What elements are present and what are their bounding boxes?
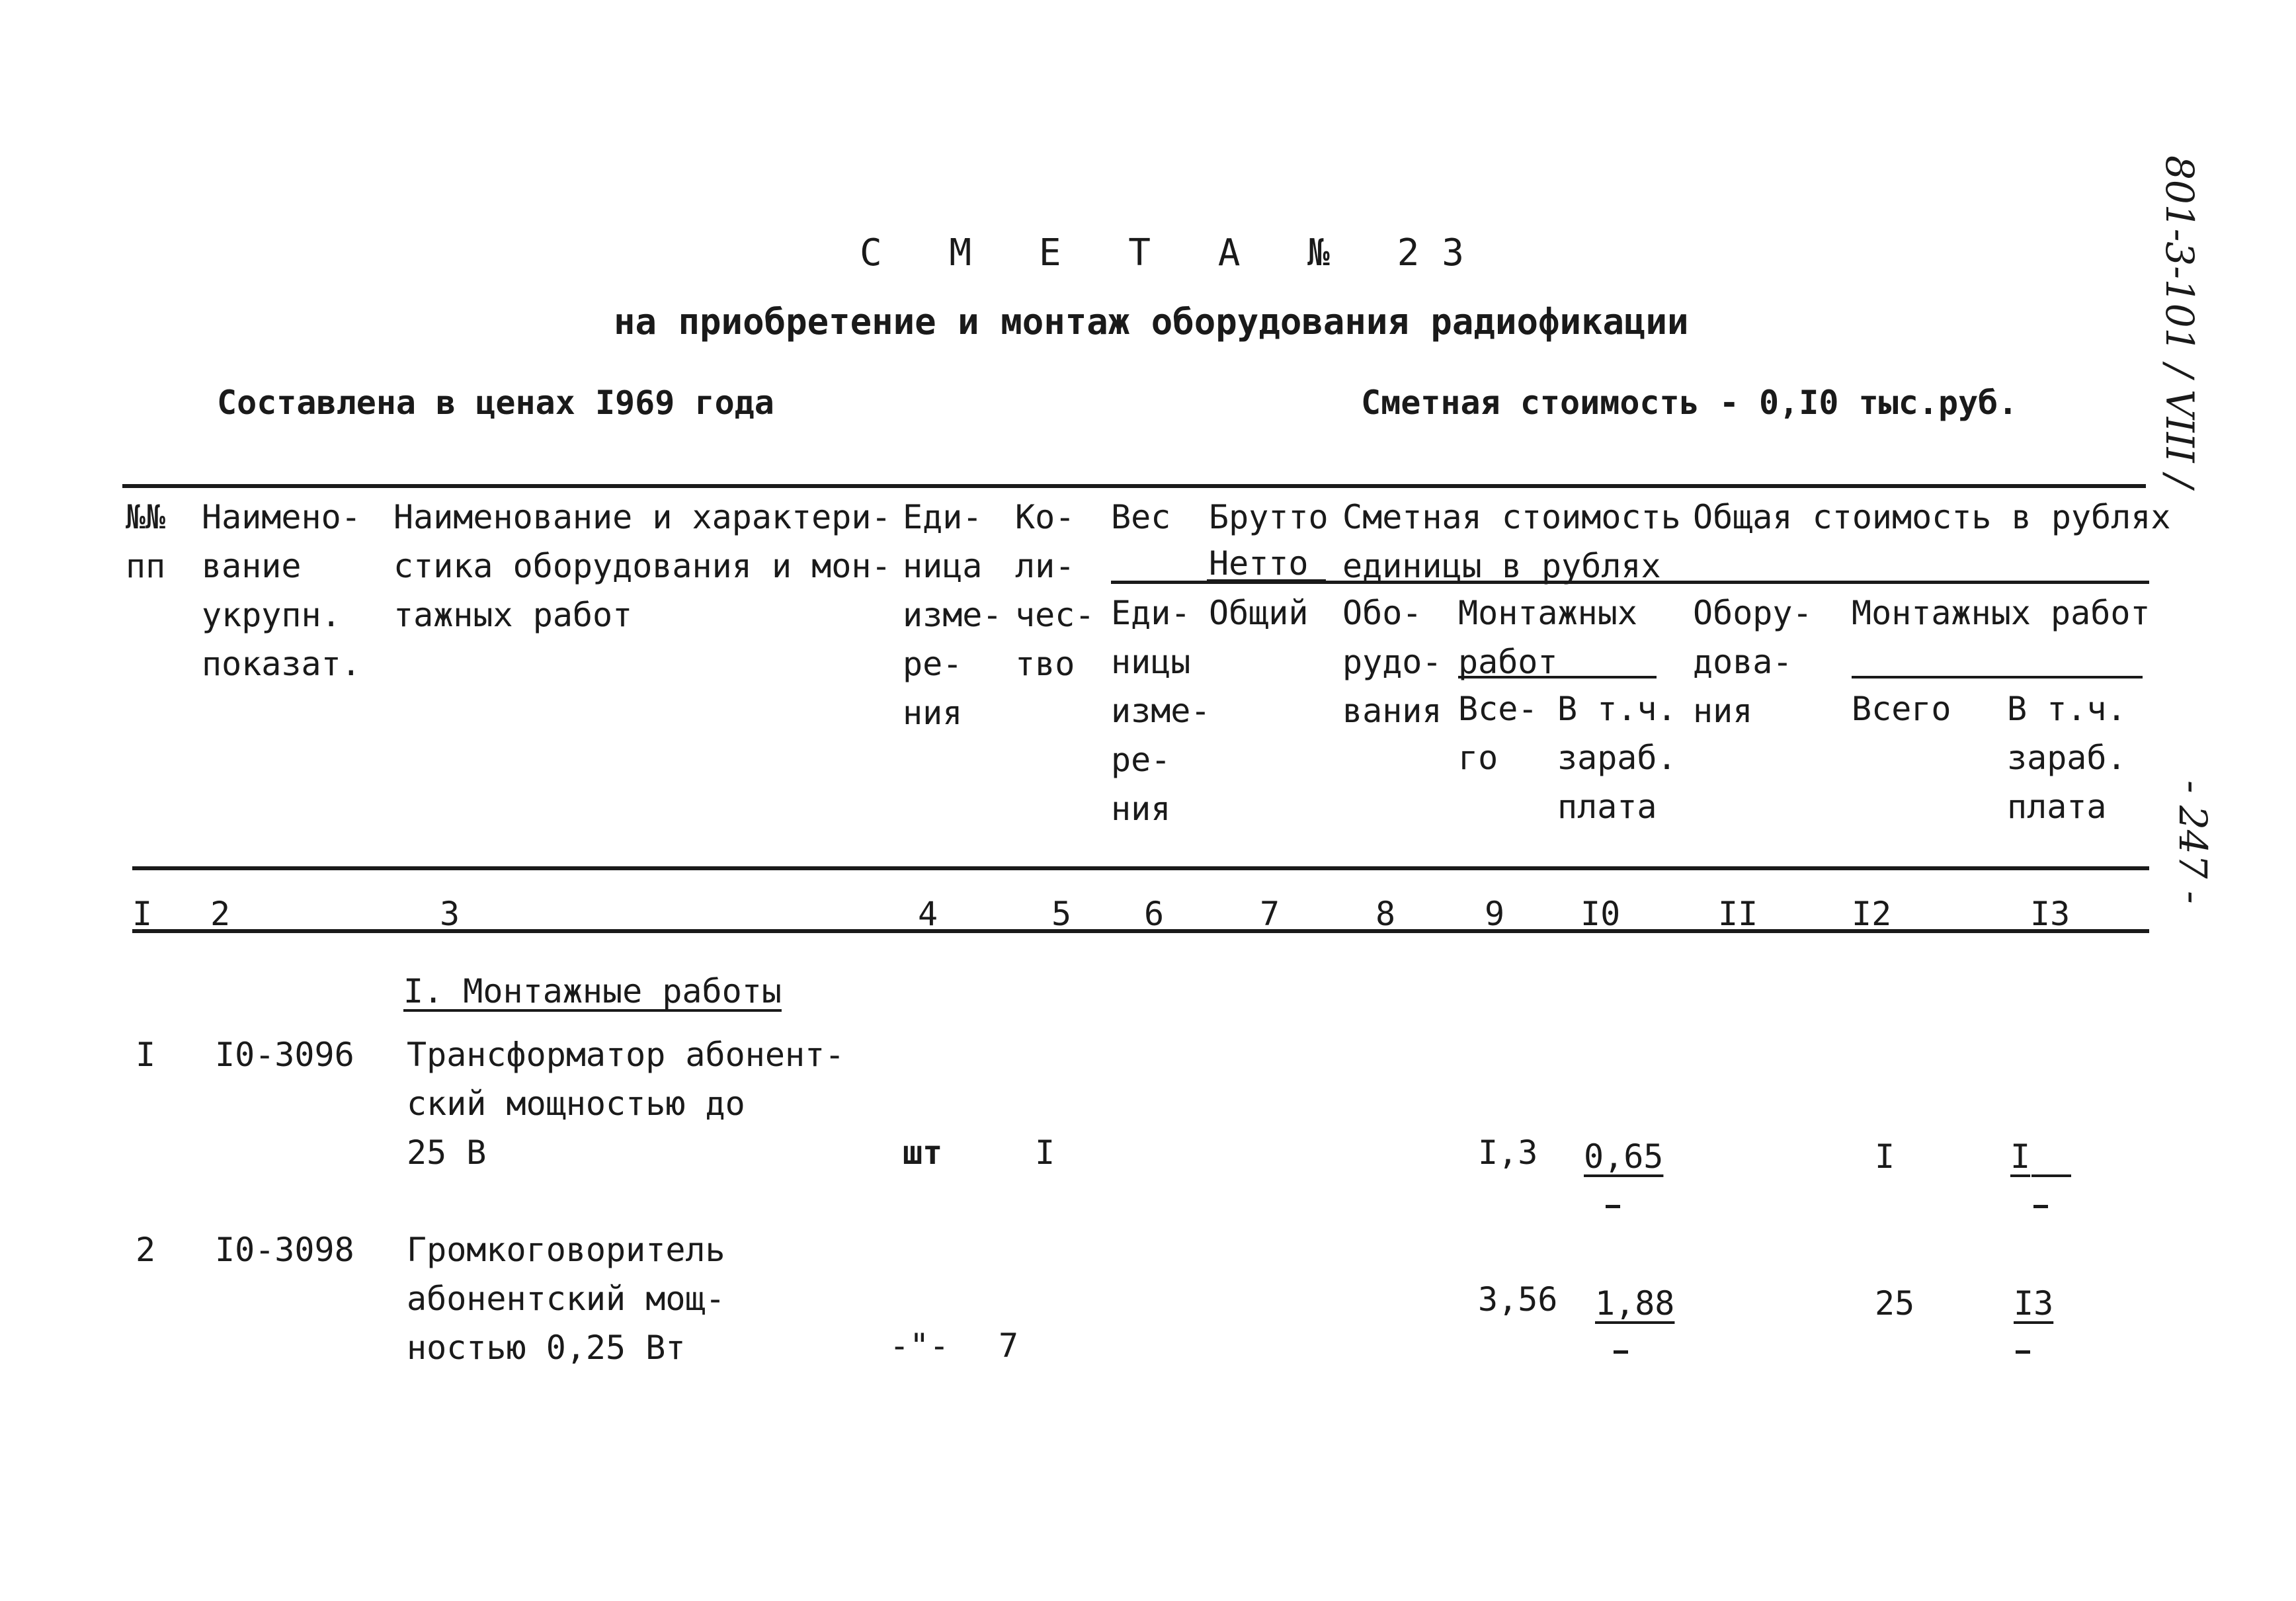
column-number: 6	[1144, 895, 1165, 933]
column-number: 3	[440, 895, 460, 933]
row-1-total-wage-rule	[2031, 1174, 2071, 1177]
header-mount-unit: Монтажных работ	[1458, 594, 1637, 681]
prices-note: Составлена в ценах I969 года	[217, 384, 774, 422]
column-number: 2	[210, 895, 231, 933]
row-2-qty: 7	[999, 1327, 1019, 1365]
row-2-unit-wage-dash	[1614, 1350, 1628, 1354]
header-weight: Вес	[1111, 498, 1171, 536]
header-brutto: Брутто	[1209, 498, 1329, 536]
side-page-number: - 247 -	[2170, 780, 2215, 904]
document-subtitle: на приобретение и монтаж оборудования радиофикации	[614, 301, 1689, 343]
column-number: I	[132, 895, 153, 933]
row-1-unit-total: I,3	[1478, 1133, 1538, 1172]
header-col-12: Всего	[1852, 690, 1951, 728]
header-col-1: №№ пп	[126, 498, 166, 585]
header-unit-cost: Сметная стоимость единицы в рублях	[1342, 498, 1681, 585]
row-2-total-wage-dash	[2016, 1350, 2030, 1354]
row-1-qty: I	[1035, 1133, 1055, 1172]
row-1-name: Трансформатор абонент- ский мощностью до 25 В	[407, 1036, 845, 1172]
column-number: 5	[1051, 895, 1072, 933]
header-bottom-rule	[132, 866, 2149, 870]
column-number: 8	[1375, 895, 1396, 933]
row-1-code: I0-3096	[215, 1036, 354, 1074]
column-number: 4	[918, 895, 938, 933]
header-col-10: В т.ч. зараб. плата	[1557, 690, 1677, 826]
mount-total-rule	[1852, 676, 2143, 678]
header-mount-total: Монтажных работ	[1852, 594, 2151, 632]
row-2-code: I0-3098	[215, 1231, 354, 1269]
row-1-total-mount: I	[1875, 1137, 1895, 1176]
section-title	[403, 967, 782, 1016]
header-col-7: Общий	[1209, 594, 1309, 632]
column-number: II	[1718, 895, 1758, 933]
row-2-total-mount: 25	[1875, 1284, 1915, 1323]
header-col-11: Обору- дова- ния	[1693, 594, 1813, 730]
header-col-8: Обо- рудо- вания	[1342, 594, 1442, 730]
column-number: 9	[1485, 895, 1505, 933]
estimate-cost: Сметная стоимость - 0,I0 тыс.руб.	[1361, 384, 2018, 422]
row-2-unit: -"-	[889, 1327, 950, 1365]
header-col-6: Еди- ницы изме- ре- ния	[1111, 594, 1211, 828]
column-number: 7	[1260, 895, 1280, 933]
side-document-code: 801-3-101 / VIII /	[2157, 155, 2202, 488]
row-1-total-wage: I	[2010, 1137, 2031, 1176]
row-1-unit-wage-dash	[1606, 1205, 1620, 1208]
header-col-5: Ко- ли- чес- тво	[1015, 498, 1095, 683]
row-2-num: 2	[136, 1231, 156, 1269]
row-2-unit-total: 3,56	[1478, 1280, 1558, 1319]
table-top-rule	[122, 484, 2146, 488]
section-title-text: I. Монтажные работы	[403, 972, 782, 1010]
header-col-13: В т.ч. зараб. плата	[2007, 690, 2127, 826]
row-2-name: Громкоговоритель абонентский мощ- ностью 0,25 Вт	[407, 1231, 725, 1367]
row-2-unit-wage: 1,88	[1595, 1284, 1675, 1323]
document-title: С М Е Т А № 23	[860, 231, 1487, 274]
column-number-rule	[132, 929, 2149, 933]
row-1-unit: шт	[903, 1133, 943, 1172]
column-number: I3	[2030, 895, 2070, 933]
header-col-2: Наимено- вание укрупн. показат.	[202, 498, 361, 683]
row-1-total-wage-dash	[2033, 1205, 2048, 1208]
row-1-num: I	[136, 1036, 156, 1074]
header-col-3: Наименование и характери- стика оборудования и мон- тажных работ	[393, 498, 891, 634]
column-number: I2	[1852, 895, 1892, 933]
header-total-cost: Общая стоимость в рублях	[1693, 498, 2171, 536]
header-netto: Нетто	[1209, 544, 1309, 583]
row-1-unit-wage: 0,65	[1584, 1137, 1664, 1176]
column-number: I0	[1580, 895, 1621, 933]
row-2-total-wage: I3	[2014, 1284, 2054, 1323]
header-col-4: Еди- ница изме- ре- ния	[903, 498, 1003, 732]
header-col-9: Все- го	[1458, 690, 1538, 777]
